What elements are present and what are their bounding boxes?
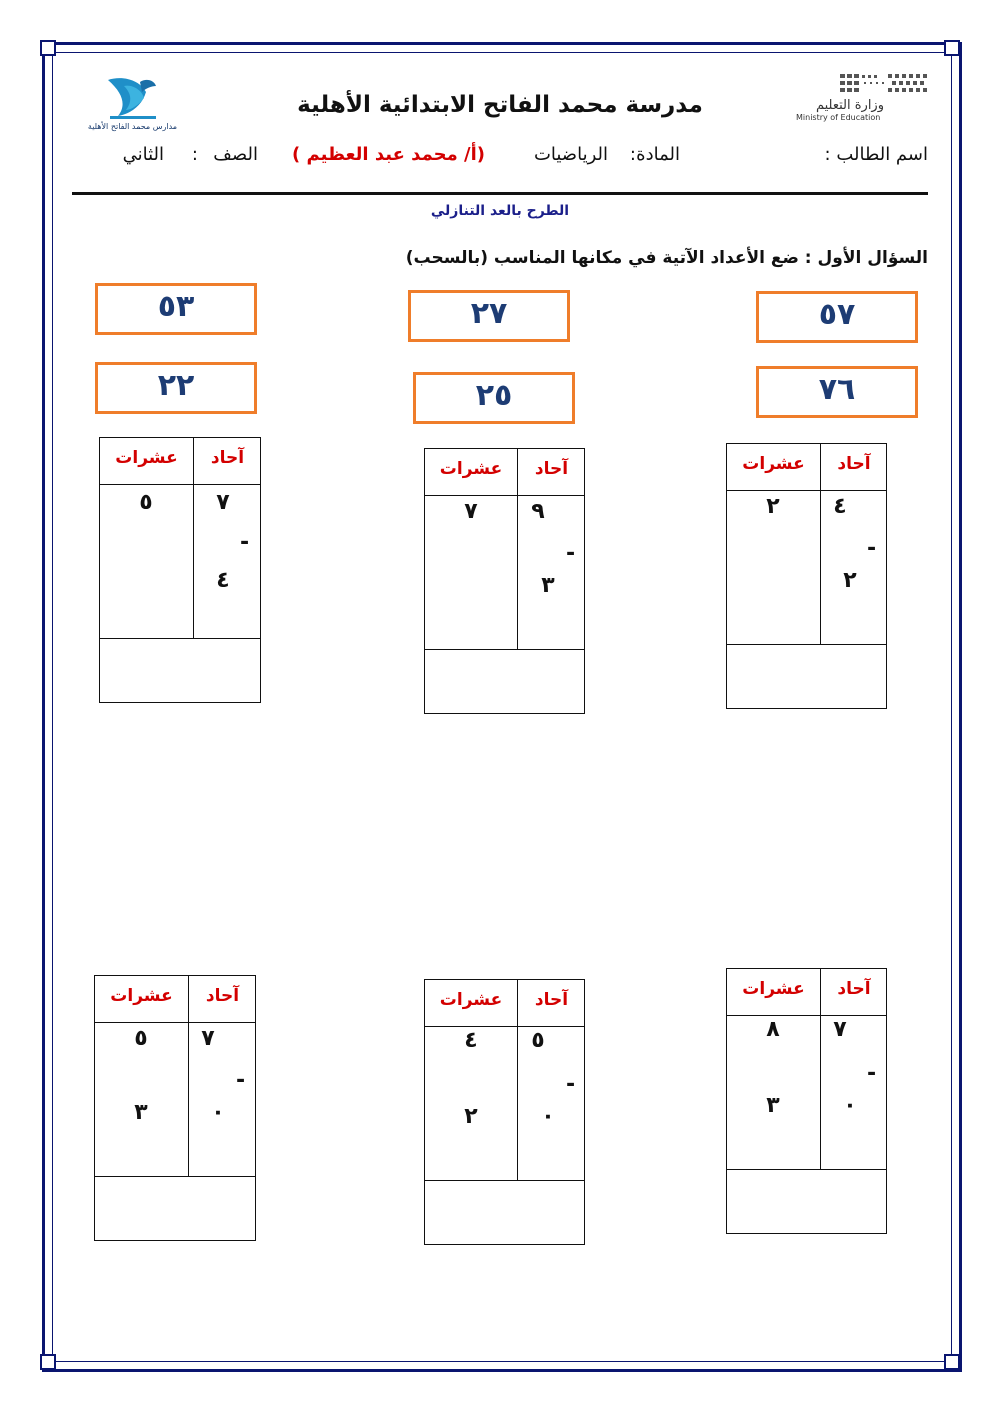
ones-header: آحاد	[210, 448, 245, 468]
tens-header: عشرات	[110, 986, 173, 1006]
ministry-name-ar: وزارة التعليم	[815, 98, 884, 113]
grade-colon: :	[191, 144, 198, 165]
tens-digit: ٣	[134, 1100, 148, 1125]
minus-sign: -	[566, 541, 576, 566]
minus-sign: -	[566, 1072, 576, 1097]
ministry-name-en: Ministry of Education	[796, 113, 881, 122]
ones-header: آحاد	[534, 990, 569, 1010]
ones-digit: ٤	[833, 494, 847, 519]
subtraction-table	[726, 443, 887, 709]
answer-drop-zone[interactable]	[425, 651, 584, 713]
tens-digit: ٣	[766, 1093, 780, 1118]
ones-digit: ٠	[843, 1093, 857, 1118]
answer-divider	[95, 1176, 255, 1177]
corner-ornament	[944, 1354, 960, 1370]
subtraction-table	[726, 968, 887, 1234]
column-divider	[820, 444, 821, 645]
corner-ornament	[944, 40, 960, 56]
ones-header: آحاد	[534, 459, 569, 479]
minus-sign: -	[240, 530, 250, 555]
ones-digit: ٧	[201, 1026, 215, 1051]
grade-value: الثاني	[122, 144, 164, 165]
minus-sign: -	[867, 536, 877, 561]
grade-label: الصف	[213, 144, 258, 165]
column-divider	[188, 976, 189, 1177]
column-divider	[820, 969, 821, 1170]
tens-digit: ٨	[766, 1017, 780, 1042]
tens-header: عشرات	[439, 990, 503, 1010]
number-card[interactable]: ٢٢	[95, 362, 257, 414]
tens-digit: ٧	[464, 499, 478, 524]
number-card[interactable]: ٢٧	[408, 290, 570, 342]
answer-divider	[425, 1180, 584, 1181]
subject-colon: :	[629, 144, 636, 165]
answer-divider	[425, 649, 584, 650]
answer-divider	[727, 644, 886, 645]
tens-digit: ٢	[766, 494, 780, 519]
subtraction-table	[424, 448, 585, 714]
column-divider	[193, 438, 194, 639]
subtraction-table	[424, 979, 585, 1245]
tens-digit: ٢	[464, 1104, 478, 1129]
answer-drop-zone[interactable]	[425, 1182, 584, 1244]
subject-value: الرياضيات	[533, 144, 608, 165]
teacher-name: (أ/ محمد عبد العظيم )	[292, 144, 485, 165]
ones-digit: ٩	[531, 499, 545, 524]
subject-label: المادة	[636, 144, 680, 165]
ones-digit: ٧	[833, 1017, 847, 1042]
ones-header: آحاد	[837, 454, 871, 474]
tens-digit: ٥	[134, 1026, 148, 1051]
tens-digit: ٤	[464, 1028, 478, 1053]
ones-digit: ٥	[531, 1028, 545, 1053]
ones-digit: ٠	[211, 1100, 225, 1125]
lesson-subtitle: الطرح بالعد التنازلي	[430, 203, 570, 219]
school-title: مدرسة محمد الفاتح الابتدائية الأهلية	[297, 92, 703, 118]
ones-digit: ٧	[216, 490, 230, 515]
school-logo-text: مدارس محمد الفاتح الأهلية	[87, 122, 178, 131]
header-divider	[72, 192, 928, 195]
column-divider	[517, 449, 518, 650]
ones-digit: ٣	[541, 573, 555, 598]
tens-header: عشرات	[439, 459, 503, 479]
student-name-label: اسم الطالب :	[824, 144, 928, 165]
column-divider	[517, 980, 518, 1181]
subtraction-table	[94, 975, 256, 1241]
question-prompt: السؤال الأول : ضع الأعداد الآتية في مكانها المناسب (بالسحب)	[405, 248, 928, 268]
tens-header: عشرات	[115, 448, 178, 468]
ones-digit: ٢	[843, 568, 857, 593]
answer-drop-zone[interactable]	[95, 1178, 255, 1240]
answer-divider	[727, 1169, 886, 1170]
tens-header: عشرات	[742, 454, 805, 474]
number-card[interactable]: ٥٣	[95, 283, 257, 335]
answer-divider	[100, 638, 260, 639]
ones-header: آحاد	[205, 986, 240, 1006]
corner-ornament	[40, 40, 56, 56]
minus-sign: -	[236, 1068, 246, 1093]
answer-drop-zone[interactable]	[727, 646, 886, 708]
tens-digit: ٥	[139, 490, 153, 515]
number-card[interactable]: ٢٥	[413, 372, 575, 424]
ones-digit: ٤	[216, 568, 230, 593]
ones-header: آحاد	[837, 979, 871, 999]
number-card[interactable]: ٥٧	[756, 291, 918, 343]
answer-drop-zone[interactable]	[100, 640, 260, 702]
answer-drop-zone[interactable]	[727, 1171, 886, 1233]
minus-sign: -	[867, 1061, 877, 1086]
ones-digit: ٠	[541, 1104, 555, 1129]
subtraction-table	[99, 437, 261, 703]
tens-header: عشرات	[742, 979, 805, 999]
number-card[interactable]: ٧٦	[756, 366, 918, 418]
corner-ornament	[40, 1354, 56, 1370]
